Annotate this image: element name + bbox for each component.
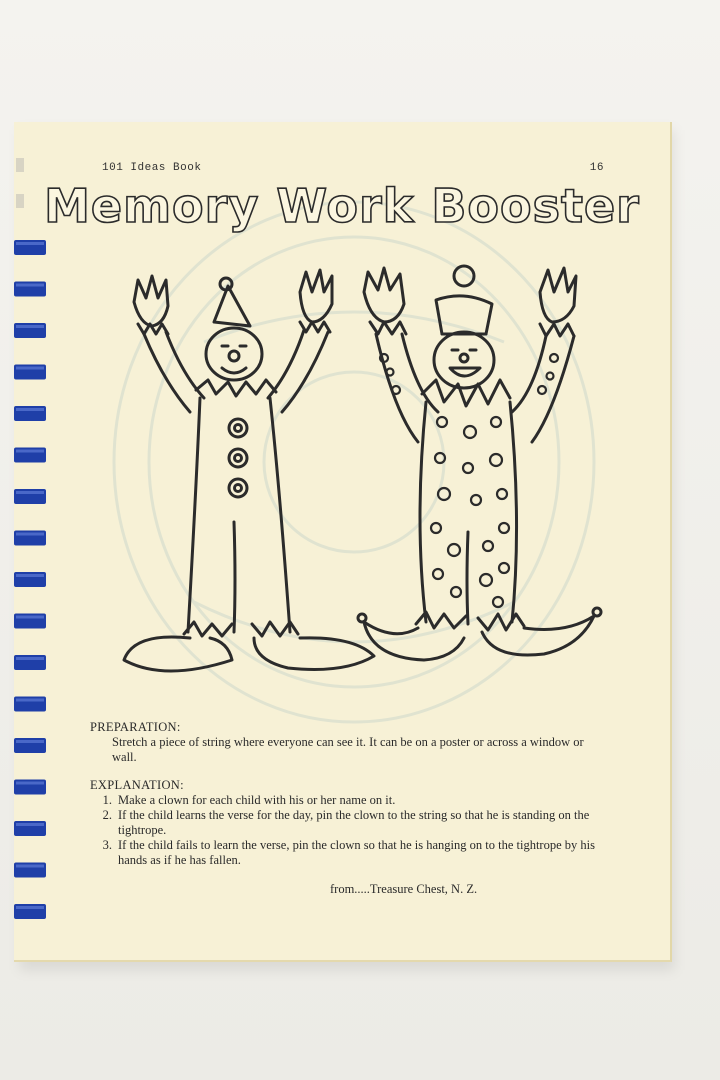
item-number: 3. xyxy=(102,838,112,852)
item-text: If the child learns the verse for the day, pin the clown to the string so that he is standing on the tightrope. xyxy=(118,808,590,837)
item-text: If the child fails to learn the verse, pin the clown so that he is hanging on to the tightrope by his hands as if he has fallen. xyxy=(118,838,595,867)
item-number: 2. xyxy=(102,808,112,822)
page-title: Memory Work Booster xyxy=(44,179,640,233)
explanation-section xyxy=(90,778,610,868)
list-item xyxy=(90,793,610,808)
item-number: 1. xyxy=(102,793,112,807)
clown-right-icon xyxy=(358,266,601,660)
preparation-text: Stretch a piece of string where everyone can see it. It can be on a poster or across a window or wall. xyxy=(112,735,584,764)
list-item xyxy=(90,838,610,868)
clown-left-icon xyxy=(124,270,374,671)
page-number: 16 xyxy=(589,162,604,174)
preparation-heading: PREPARATION: xyxy=(90,720,181,734)
preparation-section xyxy=(90,720,610,765)
source-attribution: from.....Treasure Chest, N. Z. xyxy=(330,882,478,896)
explanation-heading: EXPLANATION: xyxy=(90,778,184,792)
item-text: Make a clown for each child with his or her name on it. xyxy=(118,793,396,807)
list-item xyxy=(90,808,610,838)
two-clowns-illustration xyxy=(104,262,624,722)
book-page xyxy=(14,122,672,962)
running-header xyxy=(102,162,604,174)
explanation-list xyxy=(90,793,610,868)
book-title: 101 Ideas Book xyxy=(102,162,202,174)
